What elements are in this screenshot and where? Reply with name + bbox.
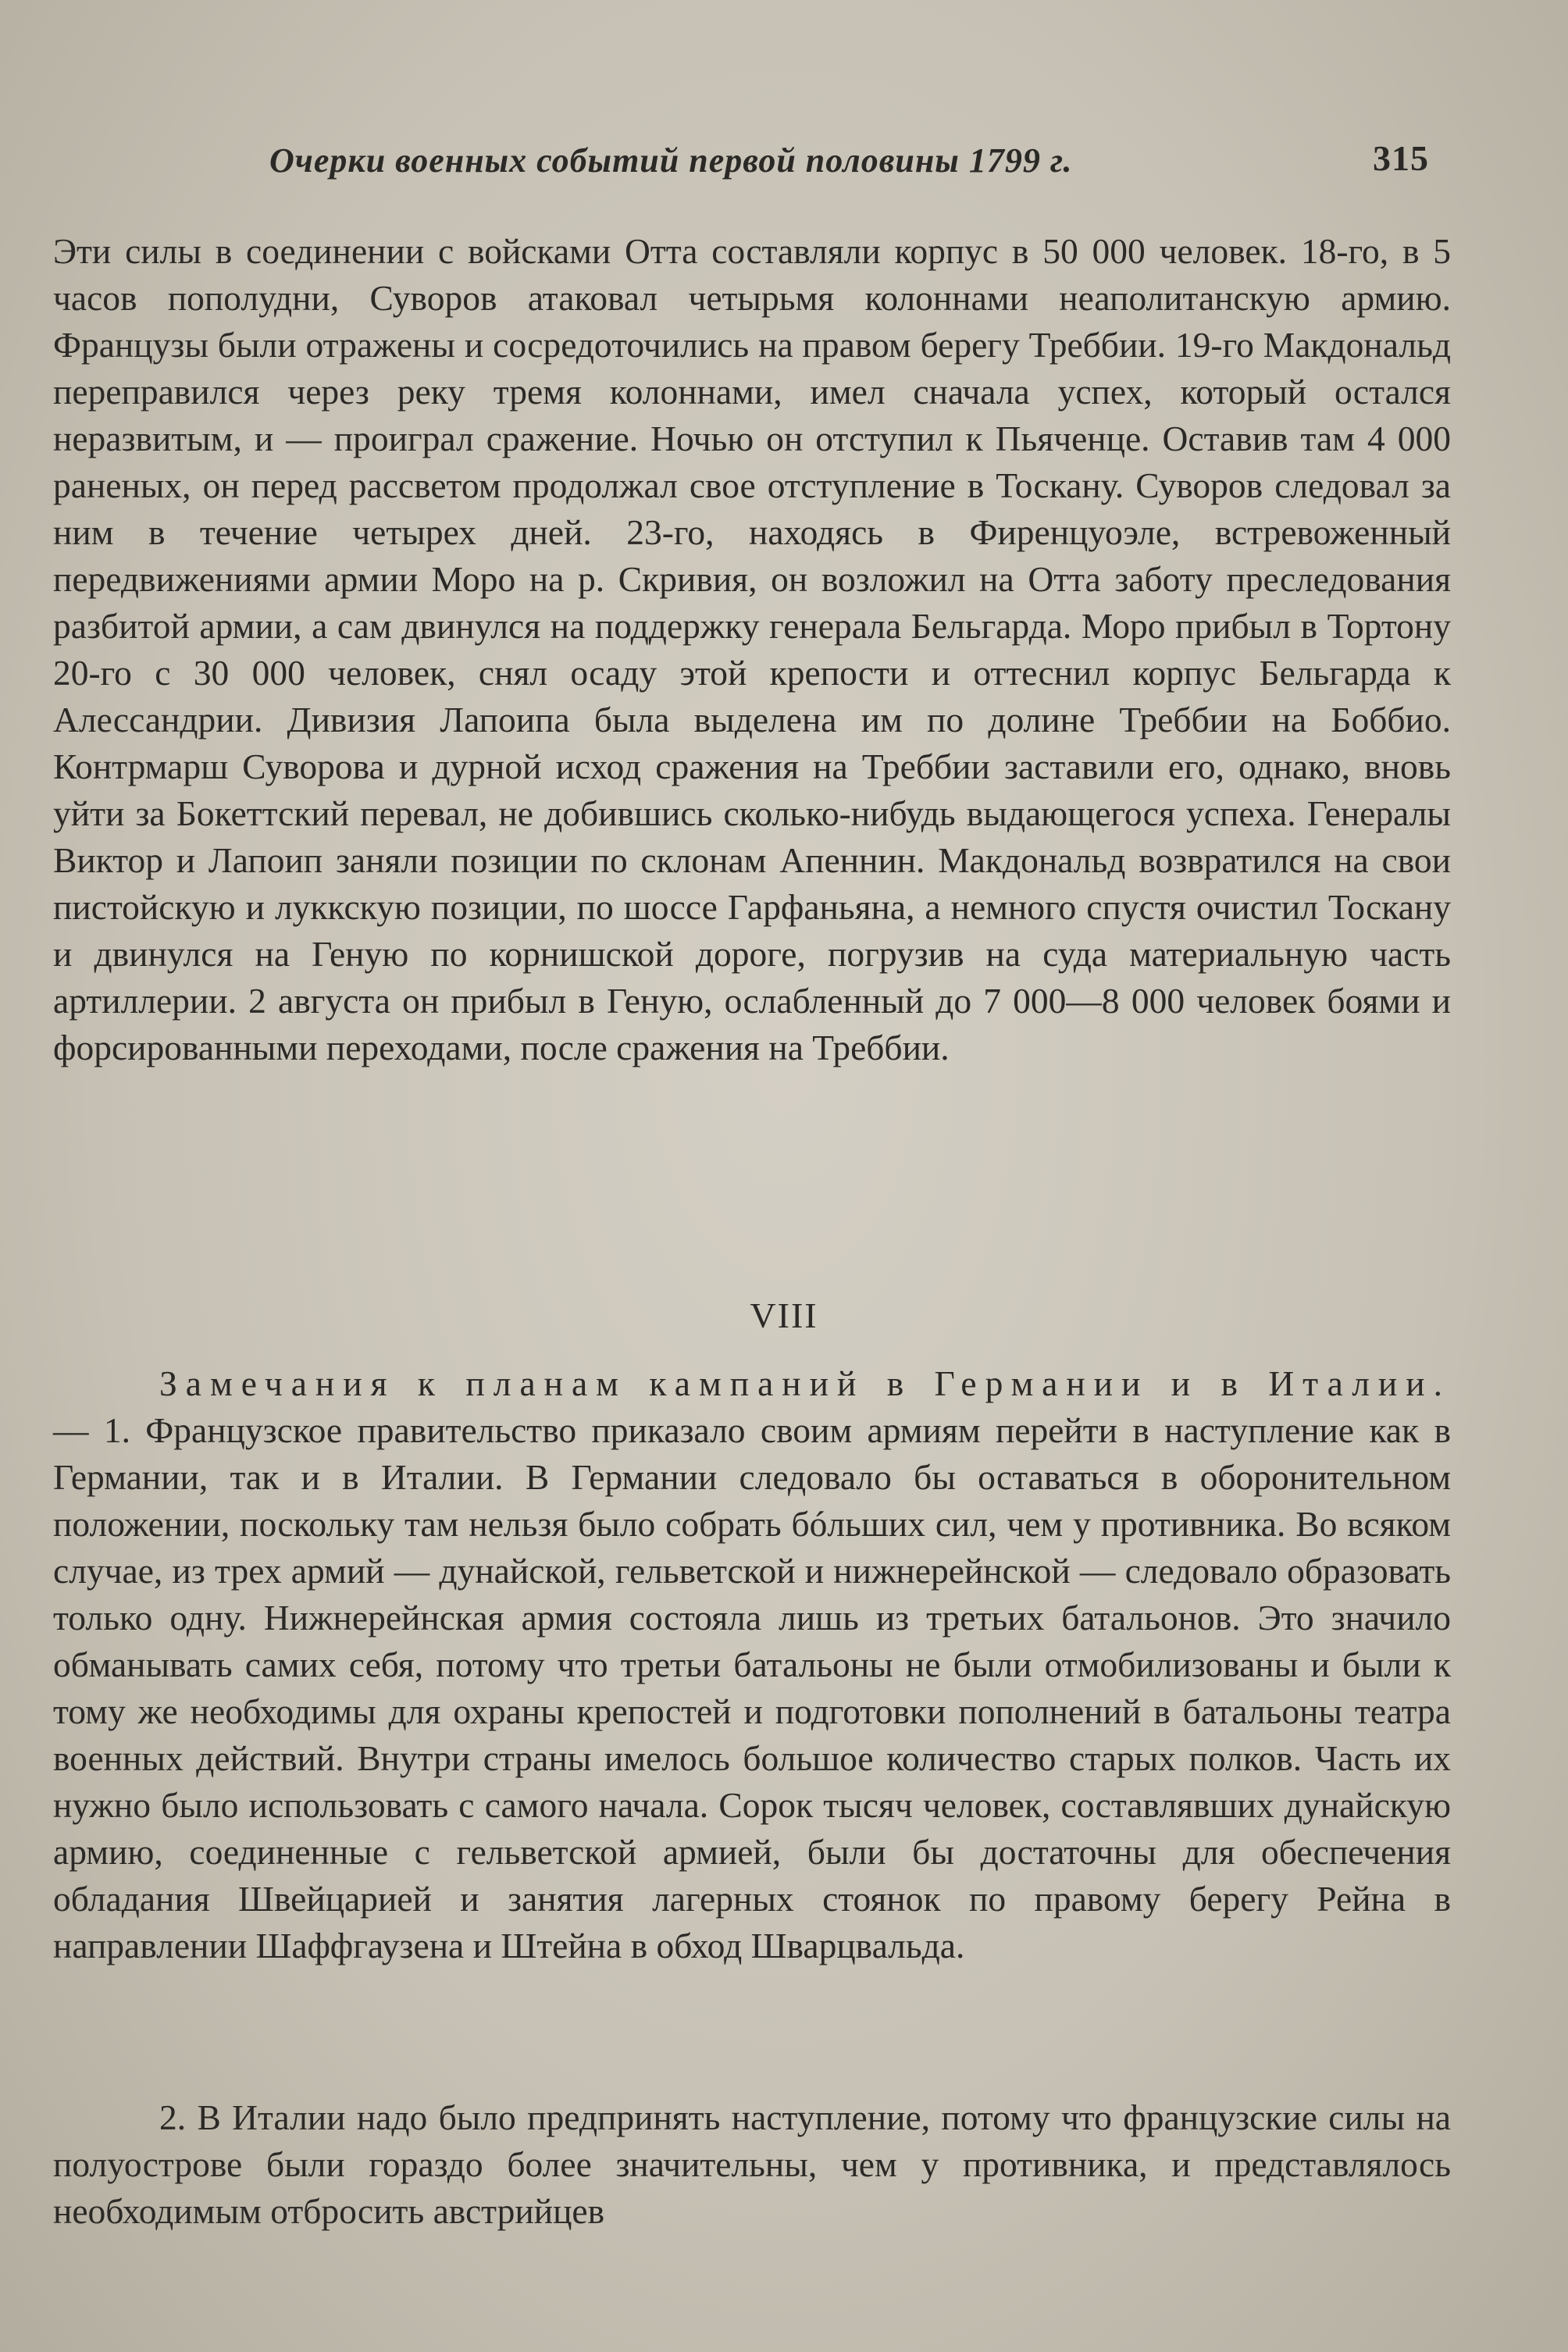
section-heading: VIII xyxy=(750,1295,818,1335)
paragraph-remarks xyxy=(53,1360,1451,1969)
running-title: Очерки военных событий первой половины 1799 г. xyxy=(269,141,1073,180)
paragraph-text: 2. В Италии надо было предпринять наступление, потому что французские силы на полуострове были гораздо более значительны, чем у противника, и представлялось необходимым отбросить австрийцев xyxy=(53,2097,1451,2231)
paragraph-body: — 1. Французское правительство приказало своим армиям перейти в наступление как в Германии, так и в Италии. В Германии следовало бы оставаться в оборонительном положении, поскольку там нельзя было собрать бóльших сил, чем у противника. Во всяком случае, из трех армий — дунайской, гельветской и нижнерейнской — следовало образовать только одну. Нижнерейнская армия состояла лишь из третьих батальонов. Это значило обманывать самих себя, потому что третьи батальоны не были отмобилизованы и были к тому же необходимы для охраны крепостей и подготовки пополнений в батальоны театра военных действий. Внутри страны имелось большое количество старых полков. Часть их нужно было использовать с самого начала. Сорок тысяч человек, составлявших дунайскую армию, соединенные с гельветской армией, были бы достаточны для обеспечения обладания Швейцарией и занятия лагерных стоянок по правому берегу Рейна в направлении Шаффгаузена и Штейна в обход Шварцвальда. xyxy=(53,1410,1451,1965)
page-number: 315 xyxy=(1373,138,1429,178)
paragraph-text xyxy=(53,1360,1451,1969)
spaced-lead-heading: Замечания к планам кампаний в Германии и в Италии. xyxy=(159,1363,1451,1403)
paragraph-text: Эти силы в соединении с войсками Отта составляли корпус в 50 000 человек. 18-го, в 5 часов пополудни, Суворов атаковал четырьмя колоннами неаполитанскую армию. Французы были отражены и сосредоточились на правом берегу Треббии. 19-го Макдональд переправился через реку тремя колоннами, имел сначала успех, который остался неразвитым, и — проиграл сражение. Ночью он отступил к Пьяченце. Оставив там 4 000 раненых, он перед рассветом продолжал свое отступление в Тоскану. Суворов следовал за ним в течение четырех дней. 23-го, находясь в Фиренцуоэле, встревоженный передвижениями армии Моро на р. Скривия, он возложил на Отта заботу преследования разбитой армии, а сам двинулся на поддержку генерала Бельгарда. Моро прибыл в Тортону 20-го с 30 000 человек, снял осаду этой крепости и оттеснил корпус Бельгарда к Алессандрии. Дивизия Лапоипа была выделена им по долине Треббии на Боббио. Контрмарш Суворова и дурной исход сражения на Треббии заставили его, однако, вновь уйти за Бокеттский перевал, не добившись сколько-нибудь выдающегося успеха. Генералы Виктор и Лапоип заняли позиции по склонам Апеннин. Макдональд возвратился на свои пистойскую и луккскую позиции, по шоссе Гарфаньяна, а немного спустя очистил Тоскану и двинулся на Геную по корнишской дороге, погрузив на суда материальную часть артиллерии. 2 августа он прибыл в Геную, ослабленный до 7 000—8 000 человек боями и форсированными переходами, после сражения на Треббии. xyxy=(53,231,1451,1067)
paragraph-italy xyxy=(53,2094,1451,2235)
paragraph-continued xyxy=(53,228,1451,1071)
running-head xyxy=(109,138,1437,195)
